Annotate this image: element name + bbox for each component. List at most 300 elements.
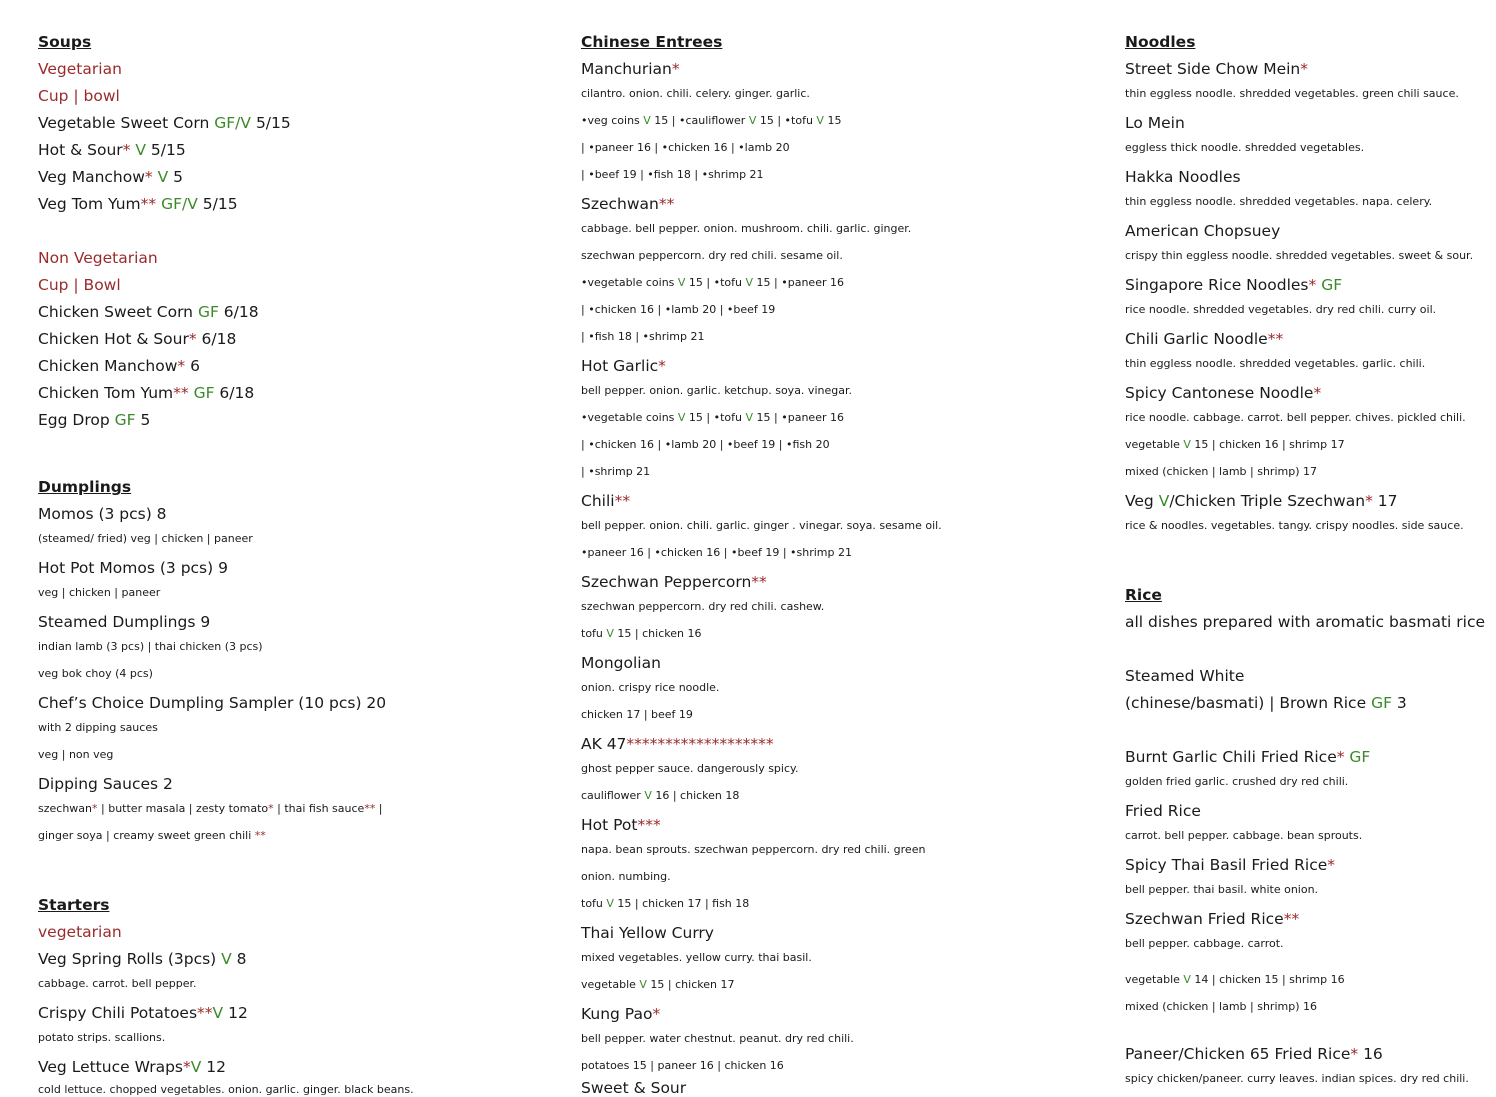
menu-text: vegetarian	[38, 923, 122, 942]
menu-text: 15 | •tofu	[685, 410, 746, 424]
menu-text: 6/18	[214, 384, 255, 403]
menu-text: Chili	[581, 492, 615, 511]
menu-text: 15 | •paneer 16	[753, 410, 844, 424]
menu-text: indian lamb (3 pcs) | thai chicken (3 pcs)	[38, 639, 263, 653]
menu-text: bell pepper. thai basil. white onion.	[1125, 882, 1319, 896]
menu-item	[38, 305, 259, 321]
menu-text: V	[1183, 437, 1191, 451]
menu-text: V	[677, 410, 686, 424]
menu-item	[38, 359, 200, 375]
menu-text: •paneer 16 | •chicken 16 | •beef 19 | •shrimp 21	[581, 545, 852, 559]
menu-text: 15 | •tofu	[756, 113, 817, 127]
menu-text: ginger soya | creamy sweet green chili	[38, 828, 255, 842]
menu-text: Cup | bowl	[38, 87, 120, 106]
menu-text: 15 | •cauliflower	[650, 113, 749, 127]
menu-detail	[581, 871, 671, 882]
menu-item	[38, 332, 236, 348]
section-heading	[38, 35, 91, 51]
menu-text: 5	[168, 168, 183, 187]
menu-item	[1125, 494, 1397, 510]
menu-text: Chicken Hot & Sour	[38, 330, 189, 349]
menu-text: GF	[114, 411, 136, 430]
menu-text: Lo Mein	[1125, 114, 1185, 133]
menu-text: eggless thick noodle. shredded vegetables.	[1125, 140, 1365, 154]
menu-text: /Chicken Triple Szechwan	[1169, 492, 1366, 511]
menu-item	[581, 1081, 686, 1097]
menu-text: •vegetable coins	[581, 410, 678, 424]
menu-text: 5/15	[251, 114, 291, 133]
menu-text: GF	[188, 384, 215, 403]
menu-detail	[581, 169, 764, 180]
menu-item	[581, 926, 714, 942]
menu-text: Rice	[1125, 586, 1162, 605]
menu-text: bell pepper. water chestnut. peanut. dry red chili.	[581, 1031, 854, 1045]
menu-text: tofu	[581, 626, 607, 640]
menu-text: **	[1267, 330, 1284, 349]
menu-text: 6/18	[196, 330, 237, 349]
menu-text: | •shrimp 21	[581, 464, 651, 478]
menu-text: Vegetarian	[38, 60, 122, 79]
menu-detail	[581, 979, 734, 990]
menu-item	[38, 413, 150, 429]
menu-text: Singapore Rice Noodles	[1125, 276, 1309, 295]
menu-detail	[1125, 88, 1459, 99]
menu-text: potato strips. scallions.	[38, 1030, 166, 1044]
menu-item	[1125, 332, 1283, 348]
menu-text: Vegetable Sweet Corn	[38, 114, 215, 133]
menu-item	[1125, 62, 1308, 78]
menu-detail	[1125, 142, 1364, 153]
menu-text: V	[639, 977, 647, 991]
menu-detail	[581, 952, 812, 963]
menu-detail	[1125, 776, 1348, 787]
menu-text: •vegetable coins	[581, 275, 678, 289]
menu-text: Mongolian	[581, 654, 661, 673]
menu-text: 17	[1372, 492, 1398, 511]
menu-item	[1125, 116, 1185, 132]
menu-item	[38, 89, 120, 105]
menu-text: V	[221, 950, 232, 969]
menu-detail	[581, 682, 719, 693]
menu-text: | thai fish sauce	[273, 801, 365, 815]
menu-text: Hot Pot	[581, 816, 638, 835]
menu-text: rice noodle. shredded vegetables. dry red chili. curry oil.	[1125, 302, 1437, 316]
menu-text: *	[144, 168, 153, 187]
menu-text: Manchurian	[581, 60, 672, 79]
section-heading	[38, 898, 109, 914]
menu-text: Starters	[38, 896, 110, 915]
menu-text: Cup | Bowl	[38, 276, 121, 295]
menu-text: Szechwan	[581, 195, 659, 214]
menu-text: bell pepper. onion. garlic. ketchup. soya. vinegar.	[581, 383, 852, 397]
menu-item	[581, 656, 661, 672]
menu-text: ***	[637, 816, 661, 835]
menu-detail	[581, 277, 844, 288]
menu-item	[38, 143, 186, 159]
menu-detail	[581, 520, 942, 531]
menu-item	[38, 507, 167, 523]
section-heading	[581, 35, 722, 51]
menu-text: *	[92, 801, 98, 815]
menu-item	[1125, 804, 1201, 820]
menu-text: carrot. bell pepper. cabbage. bean sprouts.	[1125, 828, 1363, 842]
menu-text: V	[606, 626, 614, 640]
menu-detail	[581, 844, 925, 855]
menu-detail	[38, 641, 263, 652]
menu-text: all dishes prepared with aromatic basmati rice	[1125, 613, 1486, 632]
menu-text: onion. crispy rice noodle.	[581, 680, 720, 694]
menu-text: GF	[1316, 276, 1343, 295]
menu-text: 6	[185, 357, 200, 376]
menu-text: vegetable	[1125, 972, 1184, 986]
menu-item	[38, 62, 122, 78]
menu-text: V	[152, 168, 169, 187]
menu-text: Veg Lettuce Wraps	[38, 1058, 183, 1077]
menu-text: | •paneer 16 | •chicken 16 | •lamb 20	[581, 140, 790, 154]
menu-text: cabbage. carrot. bell pepper.	[38, 976, 197, 990]
menu-text: **	[364, 801, 376, 815]
menu-item	[1125, 170, 1241, 186]
section-heading	[1125, 588, 1162, 604]
menu-detail	[38, 587, 160, 598]
menu-text: Fried Rice	[1125, 802, 1201, 821]
menu-text: **	[658, 195, 675, 214]
menu-detail	[581, 412, 844, 423]
menu-detail	[1125, 250, 1473, 261]
menu-text: Dumplings	[38, 478, 132, 497]
menu-text: Chili Garlic Noodle	[1125, 330, 1268, 349]
menu-text: **	[197, 1004, 213, 1023]
menu-text: Veg Tom Yum	[38, 195, 141, 214]
menu-text: Chicken Sweet Corn	[38, 303, 198, 322]
menu-detail	[581, 790, 739, 801]
menu-detail	[1125, 1001, 1317, 1012]
menu-detail	[581, 439, 830, 450]
menu-text: V	[1158, 492, 1170, 511]
menu-text: Thai Yellow Curry	[581, 924, 714, 943]
menu-text: veg | chicken | paneer	[38, 585, 161, 599]
menu-text: Chef’s Choice Dumpling Sampler (10 pcs) 20	[38, 694, 387, 713]
menu-detail	[1125, 412, 1466, 423]
menu-text: **	[751, 573, 767, 592]
menu-item	[38, 952, 247, 968]
menu-item	[1125, 669, 1244, 685]
menu-text: 5	[135, 411, 151, 430]
menu-text: **	[614, 492, 631, 511]
menu-text: V	[212, 1004, 224, 1023]
menu-text: chicken 17 | beef 19	[581, 707, 693, 721]
menu-detail	[581, 1033, 854, 1044]
menu-detail	[1125, 196, 1432, 207]
menu-text: Street Side Chow Mein	[1125, 60, 1301, 79]
menu-text: **	[173, 384, 189, 403]
menu-detail	[38, 533, 253, 544]
menu-text: with 2 dipping sauces	[38, 720, 158, 734]
menu-detail	[1125, 974, 1345, 985]
menu-text: golden fried garlic. crushed dry red chili.	[1125, 774, 1349, 788]
menu-text: **	[1283, 910, 1300, 929]
menu-item	[1125, 1047, 1383, 1063]
menu-text: Chicken Manchow	[38, 357, 178, 376]
menu-detail	[38, 722, 158, 733]
menu-text: | butter masala | zesty tomato	[97, 801, 269, 815]
menu-item	[38, 1060, 226, 1076]
menu-text: Non Vegetarian	[38, 249, 158, 268]
menu-text: **	[140, 195, 157, 214]
menu-text: *	[177, 357, 186, 376]
menu-detail	[1125, 884, 1318, 895]
menu-detail	[1125, 1073, 1469, 1084]
menu-text: Hot Pot Momos (3 pcs) 9	[38, 559, 228, 578]
menu-detail	[581, 250, 843, 261]
menu-item	[581, 1007, 660, 1023]
menu-text: *	[1308, 276, 1317, 295]
menu-text: Spicy Cantonese Noodle	[1125, 384, 1314, 403]
menu-item	[1125, 386, 1321, 402]
menu-detail	[38, 1032, 165, 1043]
menu-text: Momos (3 pcs) 8	[38, 505, 167, 524]
menu-text: onion. numbing.	[581, 869, 671, 883]
menu-text: napa. bean sprouts. szechwan peppercorn. dry red chili. green	[581, 842, 926, 856]
menu-text: V	[1183, 972, 1191, 986]
menu-text: Hot & Sour	[38, 141, 123, 160]
menu-text: AK 47	[581, 735, 627, 754]
menu-text: V	[130, 141, 146, 160]
menu-detail	[1125, 439, 1345, 450]
menu-text: | •fish 18 | •shrimp 21	[581, 329, 705, 343]
menu-text: V	[190, 1058, 202, 1077]
menu-text: Szechwan Peppercorn	[581, 573, 752, 592]
menu-detail	[581, 601, 824, 612]
menu-text: cabbage. bell pepper. onion. mushroom. chili. garlic. ginger.	[581, 221, 912, 235]
menu-text: Spicy Thai Basil Fried Rice	[1125, 856, 1328, 875]
menu-detail	[38, 803, 383, 814]
menu-text: szechwan	[38, 801, 93, 815]
menu-text: bell pepper. onion. chili. garlic. ginger . vinegar. soya. sesame oil.	[581, 518, 942, 532]
menu-text: Hakka Noodles	[1125, 168, 1241, 187]
menu-text: 16	[1358, 1045, 1383, 1064]
menu-text: 12	[223, 1004, 248, 1023]
menu-text: 12	[201, 1058, 226, 1077]
menu-detail	[38, 978, 197, 989]
menu-text: (steamed/ fried) veg | chicken | paneer	[38, 531, 253, 545]
menu-text: bell pepper. cabbage. carrot.	[1125, 936, 1284, 950]
menu-text: V	[677, 275, 686, 289]
menu-text: mixed (chicken | lamb | shrimp) 16	[1125, 999, 1317, 1013]
menu-detail	[581, 142, 790, 153]
menu-text: thin eggless noodle. shredded vegetables. green chili sauce.	[1125, 86, 1459, 100]
menu-text: GF	[197, 303, 219, 322]
menu-text: *	[1350, 1045, 1359, 1064]
menu-text: | •chicken 16 | •lamb 20 | •beef 19 | •fish 20	[581, 437, 830, 451]
menu-text: 15 | •tofu	[685, 275, 746, 289]
menu-text: *	[188, 330, 197, 349]
menu-detail	[581, 466, 650, 477]
section-heading	[1125, 35, 1195, 51]
menu-text: spicy chicken/paneer. curry leaves. indian spices. dry red chili.	[1125, 1071, 1469, 1085]
menu-text: 14 | chicken 15 | shrimp 16	[1190, 972, 1345, 986]
menu-detail	[1125, 358, 1425, 369]
menu-text: *	[652, 1005, 661, 1024]
menu-item	[581, 818, 661, 834]
menu-item	[581, 737, 774, 753]
menu-detail	[581, 115, 841, 126]
menu-text: 15 | chicken 16 | shrimp 17	[1190, 437, 1345, 451]
menu-text: *	[658, 357, 666, 376]
menu-detail	[581, 88, 810, 99]
menu-text: *	[122, 141, 131, 160]
menu-text: Steamed Dumplings 9	[38, 613, 211, 632]
menu-text: Veg Manchow	[38, 168, 145, 187]
menu-text: Veg Spring Rolls (3pcs)	[38, 950, 222, 969]
menu-detail	[38, 749, 113, 760]
menu-detail	[1125, 466, 1317, 477]
menu-detail	[581, 763, 798, 774]
menu-text: szechwan peppercorn. dry red chili. cashew.	[581, 599, 825, 613]
menu-text: GF	[1371, 694, 1392, 713]
menu-detail	[581, 385, 852, 396]
menu-text: Dipping Sauces 2	[38, 775, 173, 794]
menu-text: *	[1336, 748, 1345, 767]
menu-text: 15 | chicken 16	[613, 626, 702, 640]
menu-detail	[38, 1084, 414, 1095]
menu-text: (chinese/basmati) | Brown Rice	[1125, 694, 1372, 713]
menu-text: American Chopsuey	[1125, 222, 1281, 241]
menu-detail	[38, 668, 153, 679]
menu-text: V	[745, 275, 754, 289]
menu-item	[38, 251, 158, 267]
menu-detail	[581, 709, 693, 720]
section-heading	[38, 480, 131, 496]
menu-item	[1125, 696, 1407, 712]
menu-text: Soups	[38, 33, 92, 52]
menu-text: cold lettuce. chopped vegetables. onion. garlic. ginger. black beans.	[38, 1082, 414, 1096]
menu-text: tofu	[581, 896, 607, 910]
menu-text: 5/15	[145, 141, 186, 160]
menu-text: 3	[1392, 694, 1407, 713]
menu-text: vegetable	[581, 977, 640, 991]
menu-text: Sweet & Sour	[581, 1079, 687, 1097]
menu-text: Chinese Entrees	[581, 33, 723, 52]
menu-text: 5/15	[197, 195, 238, 214]
menu-item	[581, 494, 630, 510]
menu-text: Kung Pao	[581, 1005, 653, 1024]
menu-item	[581, 359, 666, 375]
menu-text: 15 | •paneer 16	[753, 275, 844, 289]
menu-text: mixed (chicken | lamb | shrimp) 17	[1125, 464, 1317, 478]
menu-text: cauliflower	[581, 788, 645, 802]
menu-text: 8	[231, 950, 247, 969]
menu-text: *	[1313, 384, 1322, 403]
menu-item	[38, 615, 210, 631]
menu-text: | •beef 19 | •fish 18 | •shrimp 21	[581, 167, 764, 181]
menu-text: V	[644, 788, 652, 802]
menu-item	[1125, 224, 1280, 240]
menu-text: Chicken Tom Yum	[38, 384, 174, 403]
menu-text: *	[182, 1058, 191, 1077]
menu-item	[1125, 278, 1342, 294]
menu-text: Egg Drop	[38, 411, 115, 430]
menu-text: veg bok choy (4 pcs)	[38, 666, 153, 680]
menu-item	[38, 386, 254, 402]
menu-text: cilantro. onion. chili. celery. ginger. garlic.	[581, 86, 810, 100]
menu-detail	[581, 547, 852, 558]
menu-detail	[581, 628, 701, 639]
menu-item	[38, 170, 183, 186]
menu-text: ghost pepper sauce. dangerously spicy.	[581, 761, 799, 775]
menu-text: 15 | chicken 17 | fish 18	[613, 896, 750, 910]
menu-text: |	[375, 801, 383, 815]
menu-text: V	[606, 896, 614, 910]
menu-item	[38, 197, 238, 213]
menu-detail	[581, 223, 911, 234]
menu-text: 16 | chicken 18	[651, 788, 740, 802]
menu-text: vegetable	[1125, 437, 1184, 451]
menu-item	[38, 278, 121, 294]
menu-detail	[1125, 304, 1436, 315]
menu-item	[1125, 750, 1370, 766]
menu-text: *	[268, 801, 274, 815]
menu-text: 15 | chicken 17	[646, 977, 735, 991]
menu-text: *******************	[626, 735, 774, 754]
menu-text: *	[671, 60, 680, 79]
menu-text: szechwan peppercorn. dry red chili. sesame oil.	[581, 248, 843, 262]
menu-text: potatoes 15 | paneer 16 | chicken 16	[581, 1058, 784, 1072]
menu-text: V	[643, 113, 651, 127]
menu-item	[38, 1006, 248, 1022]
menu-text: mixed vegetables. yellow curry. thai basil.	[581, 950, 812, 964]
menu-text: rice noodle. cabbage. carrot. bell pepper. chives. pickled chili.	[1125, 410, 1466, 424]
menu-text: Paneer/Chicken 65 Fried Rice	[1125, 1045, 1351, 1064]
menu-detail	[1125, 830, 1362, 841]
menu-item	[1125, 615, 1485, 631]
menu-detail	[1125, 520, 1464, 531]
menu-text: GF/V	[214, 114, 252, 133]
menu-detail	[581, 304, 775, 315]
menu-text: •veg coins	[581, 113, 644, 127]
menu-item	[1125, 858, 1335, 874]
menu-text: *	[1327, 856, 1336, 875]
menu-item	[581, 575, 767, 591]
menu-text: V	[748, 113, 757, 127]
menu-text: thin eggless noodle. shredded vegetables. garlic. chili.	[1125, 356, 1426, 370]
menu-text: thin eggless noodle. shredded vegetables. napa. celery.	[1125, 194, 1433, 208]
menu-text: 15	[823, 113, 842, 127]
menu-text: Noodles	[1125, 33, 1196, 52]
menu-text: Crispy Chili Potatoes	[38, 1004, 198, 1023]
menu-detail	[1125, 938, 1284, 949]
menu-text: GF/V	[156, 195, 198, 214]
menu-text: Szechwan Fried Rice	[1125, 910, 1284, 929]
menu-text: rice & noodles. vegetables. tangy. crispy noodles. side sauce.	[1125, 518, 1464, 532]
menu-item	[38, 116, 291, 132]
menu-item	[38, 561, 228, 577]
menu-text: GF	[1344, 748, 1371, 767]
menu-text: crispy thin eggless noodle. shredded vegetables. sweet & sour.	[1125, 248, 1474, 262]
menu-text: 6/18	[218, 303, 259, 322]
menu-text: *	[1300, 60, 1308, 79]
menu-text: Burnt Garlic Chili Fried Rice	[1125, 748, 1337, 767]
menu-detail	[581, 898, 749, 909]
menu-item	[38, 925, 122, 941]
menu-text: Veg	[1125, 492, 1159, 511]
menu-item	[581, 62, 680, 78]
menu-text: V	[745, 410, 754, 424]
menu-item	[38, 696, 386, 712]
menu-text: V	[816, 113, 824, 127]
menu-detail	[581, 1060, 784, 1071]
menu-text: Steamed White	[1125, 667, 1245, 686]
